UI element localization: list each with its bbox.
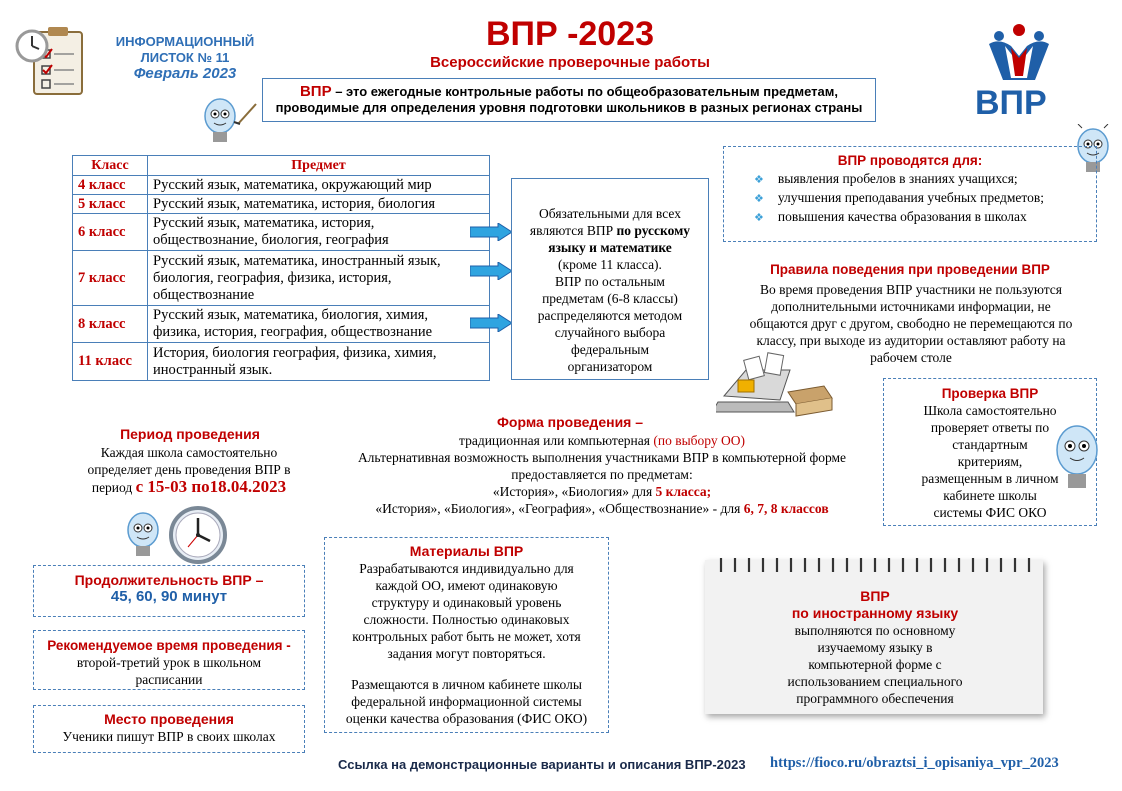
table-cell-subjects bbox=[148, 195, 490, 214]
materials-line: сложности. Полностью одинаковых bbox=[363, 612, 570, 627]
form-title: Форма проведения – bbox=[496, 414, 644, 430]
mandatory-line: распределяются методом bbox=[537, 308, 683, 323]
foreign-title-2: по иностранному языку bbox=[791, 605, 959, 621]
subjects-line: Русский язык, математика, история, bbox=[153, 215, 375, 231]
form-line bbox=[318, 483, 886, 500]
materials-box bbox=[324, 537, 609, 733]
table-cell-subjects bbox=[148, 343, 490, 381]
duration-title: Продолжительность ВПР – bbox=[74, 572, 264, 588]
check-line: проверяет ответы по bbox=[930, 420, 1050, 435]
materials-line: федеральной информационной системы bbox=[351, 694, 582, 709]
rules-line: дополнительными источниками информации, не bbox=[771, 299, 1051, 314]
column-header-subject: Предмет bbox=[148, 156, 490, 176]
materials-line: оценки качества образования (ФИС ОКО) bbox=[345, 711, 588, 726]
subjects-line: История, биология география, физика, химия, bbox=[153, 344, 437, 361]
foreign-line: изучаемому языку в bbox=[817, 640, 933, 655]
definition-term: ВПР bbox=[299, 83, 332, 100]
mandatory-line: федеральным bbox=[570, 342, 649, 357]
subjects-line: Русский язык, математика, окружающий мир bbox=[153, 176, 432, 193]
period-text bbox=[60, 444, 318, 496]
materials-line: Размещаются в личном кабинете школы bbox=[351, 677, 582, 692]
table-cell-subjects bbox=[148, 251, 490, 306]
check-line: размещенным в личном bbox=[921, 471, 1059, 486]
duration-value: 45, 60, 90 минут bbox=[110, 588, 228, 605]
subjects-line: Русский язык, математика, биология, химия, bbox=[153, 307, 429, 323]
place-title: Место проведения bbox=[104, 711, 234, 727]
laptop-documents-icon bbox=[716, 352, 836, 427]
diamond-bullet-icon: ❖ bbox=[754, 193, 764, 205]
page-title: ВПР -2023 bbox=[485, 15, 655, 53]
foreign-title-1: ВПР bbox=[860, 588, 890, 604]
mandatory-emphasis: языку и математике bbox=[548, 240, 672, 255]
form-text-part: традиционная или компьютерная bbox=[459, 433, 654, 448]
subjects-line: биология, география, физика, история, bbox=[153, 269, 392, 286]
recommended-line: расписании bbox=[135, 672, 203, 687]
foreign-language-text bbox=[720, 588, 1030, 707]
table-row bbox=[73, 343, 490, 381]
foreign-line: использованием специального bbox=[787, 674, 963, 689]
materials-line: задания могут повторяться. bbox=[387, 646, 546, 661]
check-line: Школа самостоятельно bbox=[923, 403, 1057, 418]
definition-box bbox=[262, 78, 876, 122]
period-title: Период проведения bbox=[120, 426, 260, 442]
info-line-2: ЛИСТОК № 11 bbox=[140, 50, 230, 65]
mandatory-emphasis: по русскому bbox=[616, 223, 691, 238]
definition-line-2: проводимые для определения уровня подготовки школьников в разных регионах страны bbox=[275, 100, 863, 115]
mandatory-line: случайного выбора bbox=[554, 325, 666, 340]
vpr-logo-text: ВПР bbox=[975, 84, 1047, 122]
table-cell-class: 5 класс bbox=[73, 195, 148, 214]
footer-link[interactable]: https://fioco.ru/obraztsi_i_opisaniya_vpr_2023 bbox=[770, 755, 1059, 771]
mandatory-text: являются ВПР bbox=[529, 223, 617, 238]
rules-line: рабочем столе bbox=[870, 350, 952, 365]
place-text: Ученики пишут ВПР в своих школах bbox=[62, 729, 276, 744]
period-line: Каждая школа самостоятельно bbox=[100, 445, 278, 460]
materials-line: каждой ОО, имеют одинаковую bbox=[375, 578, 558, 593]
purpose-item-text: улучшения преподавания учебных предметов; bbox=[777, 190, 1044, 205]
table-cell-class: 7 класс bbox=[73, 251, 148, 306]
form-line bbox=[318, 500, 886, 517]
table-row bbox=[73, 176, 490, 195]
table-row bbox=[73, 214, 490, 251]
info-line-1: ИНФОРМАЦИОННЫЙ bbox=[115, 34, 255, 49]
subjects-line: Русский язык, математика, иностранный язык, bbox=[153, 252, 441, 269]
form-text-part: «История», «Биология», «География», «Обществознание» - для bbox=[375, 501, 744, 516]
page-subtitle: Всероссийские проверочные работы bbox=[430, 54, 710, 71]
diamond-bullet-icon: ❖ bbox=[754, 212, 764, 224]
mandatory-line: предметам (6-8 классы) bbox=[542, 291, 678, 306]
table-cell-subjects bbox=[148, 306, 490, 343]
rules-line: общаются друг с другом, свободно не перемещаются по bbox=[749, 316, 1073, 331]
purpose-box bbox=[723, 146, 1097, 242]
arrow-right-icon bbox=[470, 262, 512, 285]
form-text-part: «История», «Биология» для bbox=[492, 484, 656, 499]
bulb-mascot-icon bbox=[198, 92, 260, 152]
info-date: Февраль 2023 bbox=[133, 65, 237, 82]
definition-line-1: – это ежегодные контрольные работы по общеобразовательным предметам, bbox=[331, 84, 839, 99]
subjects-table bbox=[72, 155, 490, 381]
table-cell-class: 6 класс bbox=[73, 214, 148, 251]
place-box bbox=[33, 705, 305, 753]
subjects-line: Русский язык, математика, история, биология bbox=[153, 195, 436, 212]
form-line: Альтернативная возможность выполнения участниками ВПР в компьютерной форме bbox=[357, 450, 847, 465]
purpose-title: ВПР проводятся для: bbox=[837, 153, 983, 168]
materials-title: Материалы ВПР bbox=[409, 543, 524, 559]
period-dates: с 15-03 по18.04.2023 bbox=[135, 477, 287, 496]
footer-text: Ссылка на демонстрационные варианты и описания ВПР-2023 bbox=[338, 757, 746, 772]
mandatory-line: (кроме 11 класса). bbox=[558, 257, 662, 272]
table-cell-class: 11 класс bbox=[73, 343, 148, 381]
period-line bbox=[60, 478, 318, 496]
column-header-class: Класс bbox=[73, 156, 148, 176]
subjects-line: обществознание, биология, география bbox=[153, 232, 389, 248]
check-line: критериям, bbox=[957, 454, 1023, 469]
mandatory-subjects-box bbox=[511, 178, 709, 380]
mandatory-line bbox=[512, 222, 708, 239]
materials-line: контрольных работ быть не может, хотя bbox=[352, 629, 581, 644]
duration-box bbox=[33, 565, 305, 617]
table-row bbox=[73, 306, 490, 343]
recommended-title: Рекомендуемое время проведения - bbox=[47, 638, 291, 653]
subjects-line: физика, история, география, обществознание bbox=[153, 324, 433, 340]
mandatory-line: организатором bbox=[567, 359, 653, 374]
clipboard-clock-icon bbox=[12, 18, 92, 100]
foreign-line: выполняются по основному bbox=[794, 623, 956, 638]
bulb-mascot-icon bbox=[118, 508, 168, 566]
recommended-line: второй-третий урок в школьном bbox=[76, 655, 262, 670]
materials-line: Разрабатываются индивидуально для bbox=[359, 561, 574, 576]
form-text-highlight: (по выбору ОО) bbox=[653, 433, 745, 448]
table-cell-subjects bbox=[148, 176, 490, 195]
subjects-line: обществознание bbox=[153, 286, 255, 303]
list-item bbox=[754, 170, 1096, 189]
check-title: Проверка ВПР bbox=[941, 386, 1039, 401]
rules-line: классу, при выходе из аудитории оставляют работу на bbox=[756, 333, 1066, 348]
info-sheet-label bbox=[95, 34, 275, 82]
purpose-item-text: выявления пробелов в знаниях учащихся; bbox=[777, 171, 1018, 186]
check-line: кабинете школы bbox=[943, 488, 1037, 503]
arrow-right-icon bbox=[470, 223, 512, 246]
form-text bbox=[318, 432, 886, 517]
table-row bbox=[73, 251, 490, 306]
form-line: предоставляется по предметам: bbox=[511, 467, 693, 482]
mandatory-line: Обязательными для всех bbox=[539, 206, 681, 221]
table-cell-class: 8 класс bbox=[73, 306, 148, 343]
table-cell-class: 4 класс bbox=[73, 176, 148, 195]
check-line: стандартным bbox=[952, 437, 1028, 452]
form-text-highlight: 5 класса; bbox=[655, 484, 712, 499]
rules-title: Правила поведения при проведении ВПР bbox=[770, 262, 1050, 277]
period-prefix: период bbox=[91, 480, 136, 495]
period-line: определяет день проведения ВПР в bbox=[87, 462, 291, 477]
purpose-item-text: повышения качества образования в школах bbox=[777, 209, 1027, 224]
spiral-binding-icon bbox=[705, 554, 1043, 576]
bulb-mascot-icon bbox=[1048, 420, 1106, 500]
recommended-time-box bbox=[33, 630, 305, 690]
list-item bbox=[754, 208, 1096, 227]
form-line bbox=[318, 432, 886, 449]
table-header-row bbox=[73, 156, 490, 176]
subjects-line: иностранный язык. bbox=[153, 361, 273, 378]
table-cell-subjects bbox=[148, 214, 490, 251]
materials-line: структуру и одинаковый уровень bbox=[371, 595, 562, 610]
arrow-right-icon bbox=[470, 314, 512, 337]
table-row bbox=[73, 195, 490, 214]
wall-clock-icon bbox=[168, 505, 228, 565]
purpose-list bbox=[754, 170, 1096, 227]
check-line: системы ФИС ОКО bbox=[933, 505, 1047, 520]
foreign-line: программного обеспечения bbox=[796, 691, 954, 706]
list-item bbox=[754, 189, 1096, 208]
rules-line: Во время проведения ВПР участники не пользуются bbox=[759, 282, 1063, 297]
form-text-highlight: 6, 7, 8 классов bbox=[743, 501, 829, 516]
foreign-line: компьютерной форме с bbox=[808, 657, 942, 672]
diamond-bullet-icon: ❖ bbox=[754, 174, 764, 186]
mandatory-line: ВПР по остальным bbox=[555, 274, 665, 289]
